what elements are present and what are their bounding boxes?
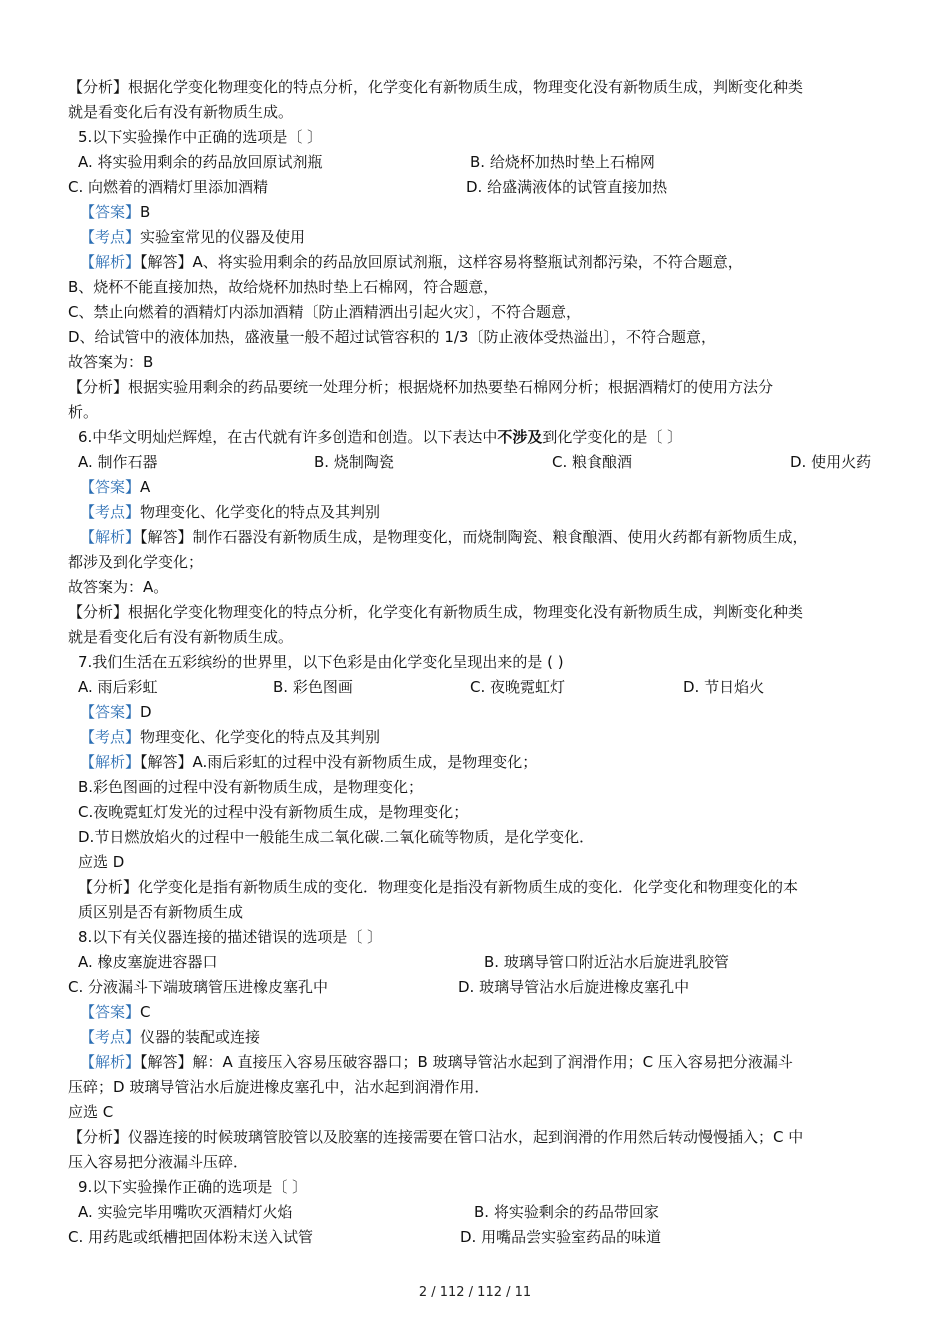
question-5-stem: 5.以下实验操作中正确的选项是〔 〕 <box>78 128 323 146</box>
question-9-option-a: A. 实验完毕用嘴吹灭酒精灯火焰 <box>78 1203 293 1221</box>
question-5-option-a: A. 将实验用剩余的药品放回原试剂瓶 <box>78 153 323 171</box>
explain-line: D.节日燃放焰火的过程中一般能生成二氧化碳.二氧化硫等物质，是化学变化． <box>78 828 595 846</box>
question-8-stem: 8.以下有关仪器连接的描述错误的选项是〔 〕 <box>78 928 383 946</box>
analysis-line: 【分析】化学变化是指有新物质生成的变化．物理变化是指没有新物质生成的变化．化学变化和物理变化的本 <box>78 878 799 896</box>
analysis-line: 【分析】根据实验用剩余的药品要统一处理分析；根据烧杯加热要垫石棉网分析；根据酒精灯的使用方法分 <box>68 378 774 396</box>
question-8-option-a: A. 橡皮塞旋进容器口 <box>78 953 218 971</box>
explain-line: B、烧杯不能直接加热，故给烧杯加热时垫上石棉网，符合题意， <box>68 278 499 296</box>
explain-line: B.彩色图画的过程中没有新物质生成，是物理变化； <box>78 778 424 796</box>
explain-line: 故答案为：A。 <box>68 578 169 596</box>
question-8-answer: 【答案】C <box>80 1003 151 1021</box>
analysis-line: 就是看变化后有没有新物质生成。 <box>68 628 294 646</box>
question-6-option-d: D. 使用火药 <box>790 453 872 471</box>
question-8-option-c: C. 分液漏斗下端玻璃管压进橡皮塞孔中 <box>68 978 329 996</box>
explain-line: 应选 D <box>78 853 125 871</box>
question-6-option-a: A. 制作石器 <box>78 453 158 471</box>
question-6-answer: 【答案】A <box>80 478 151 496</box>
analysis-line: 【分析】根据化学变化物理变化的特点分析，化学变化有新物质生成，物理变化没有新物质生成，判断变化种类 <box>68 78 804 96</box>
question-7-explain: 【解析】【解答】A.雨后彩虹的过程中没有新物质生成，是物理变化； <box>80 753 538 771</box>
question-5-answer: 【答案】B <box>80 203 151 221</box>
question-7-option-a: A. 雨后彩虹 <box>78 678 158 696</box>
question-5-point: 【考点】实验室常见的仪器及使用 <box>80 228 306 246</box>
explain-line: D、给试管中的液体加热，盛液量一般不超过试管容积的 1/3〔防止液体受热溢出〕，不符合题意， <box>68 328 716 346</box>
analysis-line: 【分析】根据化学变化物理变化的特点分析，化学变化有新物质生成，物理变化没有新物质生成，判断变化种类 <box>68 603 804 621</box>
explain-line: 都涉及到化学变化； <box>68 553 204 571</box>
question-6-option-c: C. 粮食酿酒 <box>552 453 633 471</box>
question-7-option-d: D. 节日焰火 <box>683 678 765 696</box>
analysis-line: 析。 <box>68 403 99 421</box>
explain-line: 压碎；D 玻璃导管沾水后旋进橡皮塞孔中，沾水起到润滑作用． <box>68 1078 490 1096</box>
question-5-option-c: C. 向燃着的酒精灯里添加酒精 <box>68 178 269 196</box>
analysis-line: 就是看变化后有没有新物质生成。 <box>68 103 294 121</box>
question-6-stem: 6.中华文明灿烂辉煌，在古代就有许多创造和创造。以下表达中不涉及到化学变化的是〔 〕 <box>78 428 683 446</box>
question-6-option-b: B. 烧制陶瓷 <box>314 453 394 471</box>
question-7-option-b: B. 彩色图画 <box>273 678 353 696</box>
question-9-option-c: C. 用药匙或纸槽把固体粉末送入试管 <box>68 1228 314 1246</box>
explain-line: 故答案为：B <box>68 353 154 371</box>
question-9-option-b: B. 将实验剩余的药品带回家 <box>474 1203 659 1221</box>
question-9-option-d: D. 用嘴品尝实验室药品的味道 <box>460 1228 662 1246</box>
question-7-point: 【考点】物理变化、化学变化的特点及其判别 <box>80 728 381 746</box>
question-5-explain: 【解析】【解答】A、将实验用剩余的药品放回原试剂瓶，这样容易将整瓶试剂都污染，不符合题意， <box>80 253 743 271</box>
explain-line: C.夜晚霓虹灯发光的过程中没有新物质生成，是物理变化； <box>78 803 469 821</box>
question-8-explain: 【解析】【解答】解：A 直接压入容易压破容器口；B 玻璃导管沾水起到了润滑作用；C 压入容易把分液漏斗 <box>80 1053 793 1071</box>
explain-line: C、禁止向燃着的酒精灯内添加酒精〔防止酒精洒出引起火灾〕，不符合题意， <box>68 303 581 321</box>
question-8-option-b: B. 玻璃导管口附近沾水后旋进乳胶管 <box>484 953 729 971</box>
question-9-stem: 9.以下实验操作正确的选项是〔 〕 <box>78 1178 308 1196</box>
question-7-option-c: C. 夜晚霓虹灯 <box>470 678 566 696</box>
question-6-point: 【考点】物理变化、化学变化的特点及其判别 <box>80 503 381 521</box>
question-5-option-d: D. 给盛满液体的试管直接加热 <box>466 178 668 196</box>
question-8-point: 【考点】仪器的装配或连接 <box>80 1028 261 1046</box>
analysis-line: 压入容易把分液漏斗压碎． <box>68 1153 249 1171</box>
question-6-explain: 【解析】【解答】制作石器没有新物质生成，是物理变化，而烧制陶瓷、粮食酿酒、使用火药都有新物质生成， <box>80 528 808 546</box>
question-7-answer: 【答案】D <box>80 703 152 721</box>
page-number: 2 / 112 / 112 / 11 <box>418 1285 532 1300</box>
explain-line: 应选 C <box>68 1103 114 1121</box>
analysis-line: 质区别是否有新物质生成 <box>78 903 244 921</box>
question-5-option-b: B. 给烧杯加热时垫上石棉网 <box>470 153 655 171</box>
question-8-option-d: D. 玻璃导管沾水后旋进橡皮塞孔中 <box>458 978 690 996</box>
question-7-stem: 7.我们生活在五彩缤纷的世界里，以下色彩是由化学变化呈现出来的是 ( ) <box>78 653 564 671</box>
analysis-line: 【分析】仪器连接的时候玻璃管胶管以及胶塞的连接需要在管口沾水，起到润滑的作用然后转动慢慢插入；C 中 <box>68 1128 804 1146</box>
